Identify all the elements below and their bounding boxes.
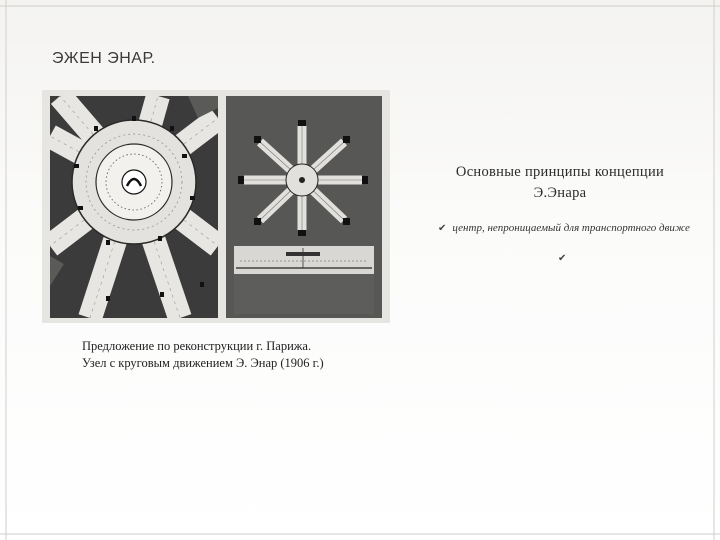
- right-plan: [226, 96, 382, 318]
- left-plan: [50, 96, 218, 318]
- concept-heading-line-1: Основные принципы концепции: [455, 164, 665, 180]
- bullet-text-1: центр, непроницаемый для транспортного движе: [452, 222, 690, 234]
- slide-title: ЭЖЕН ЭНАР.: [52, 50, 156, 67]
- bullet-item-1: [438, 222, 718, 234]
- roundabout-figure: [42, 90, 390, 323]
- figure-caption: [82, 338, 382, 372]
- roundabout-plans-image: [42, 90, 390, 323]
- concept-heading: [410, 162, 710, 204]
- caption-line-2: Узел с круговым движением Э. Энар (1906 г.): [82, 356, 324, 370]
- checkmark-icon: ✔: [438, 223, 447, 234]
- bullet-item-2: [558, 252, 598, 264]
- concept-heading-line-2: Э.Энара: [533, 185, 587, 201]
- caption-line-1: Предложение по реконструкции г. Парижа.: [82, 339, 312, 353]
- checkmark-icon: ✔: [558, 253, 567, 264]
